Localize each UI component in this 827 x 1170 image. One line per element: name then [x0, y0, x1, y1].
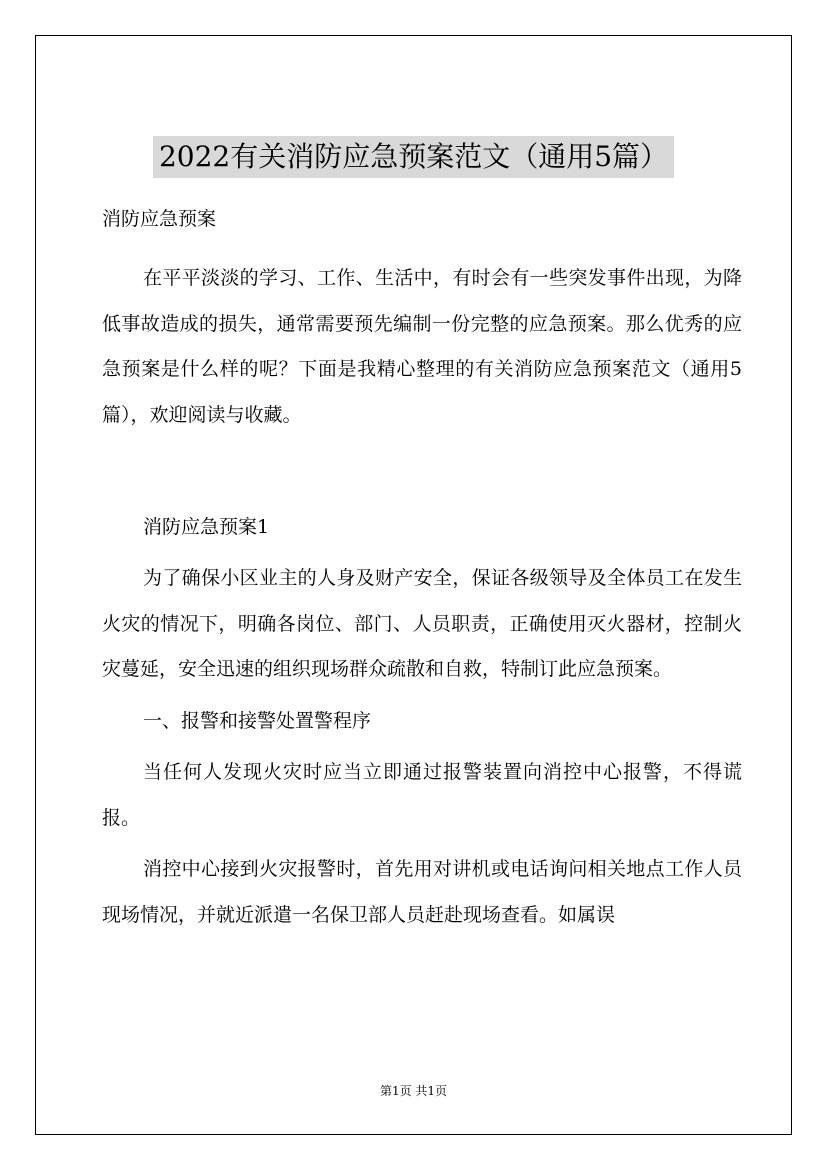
spacer: [102, 438, 742, 512]
section-paragraph: 消控中心接到火灾报警时，首先用对讲机或电话询问相关地点工作人员现场情况，并就近派遣一名保卫部人员赶赴现场查看。如属误: [102, 858, 742, 926]
document-title: 2022有关消防应急预案范文（通用5篇）: [153, 136, 674, 178]
document-body: [102, 204, 742, 938]
title-wrapper: [36, 136, 791, 178]
section-paragraph: 为了确保小区业主的人身及财产安全，保证各级领导及全体员工在发生火灾的情况下，明确各岗位、部门、人员职责，正确使用灭火器材，控制火灾蔓延，安全迅速的组织现场群众疏散和自救，特制订此应急预案。: [102, 567, 742, 680]
intro-paragraph: 在平平淡淡的学习、工作、生活中，有时会有一些突发事件出现，为降低事故造成的损失，通常需要预先编制一份完整的应急预案。那么优秀的应急预案是什么样的呢？下面是我精心整理的有关消防应急预案范文（通用5篇），欢迎阅读与收藏。: [102, 267, 742, 426]
document-page: [35, 35, 792, 1135]
page-footer: 第1页 共1页: [379, 1084, 448, 1098]
section-heading: 消防应急预案1: [143, 516, 270, 538]
section-item-heading: 一、报警和接警处置警程序: [143, 709, 372, 732]
section-paragraph: 当任何人发现火灾时应当立即通过报警装置向消控中心报警，不得谎报。: [102, 761, 742, 829]
subheading: 消防应急预案: [102, 208, 217, 230]
